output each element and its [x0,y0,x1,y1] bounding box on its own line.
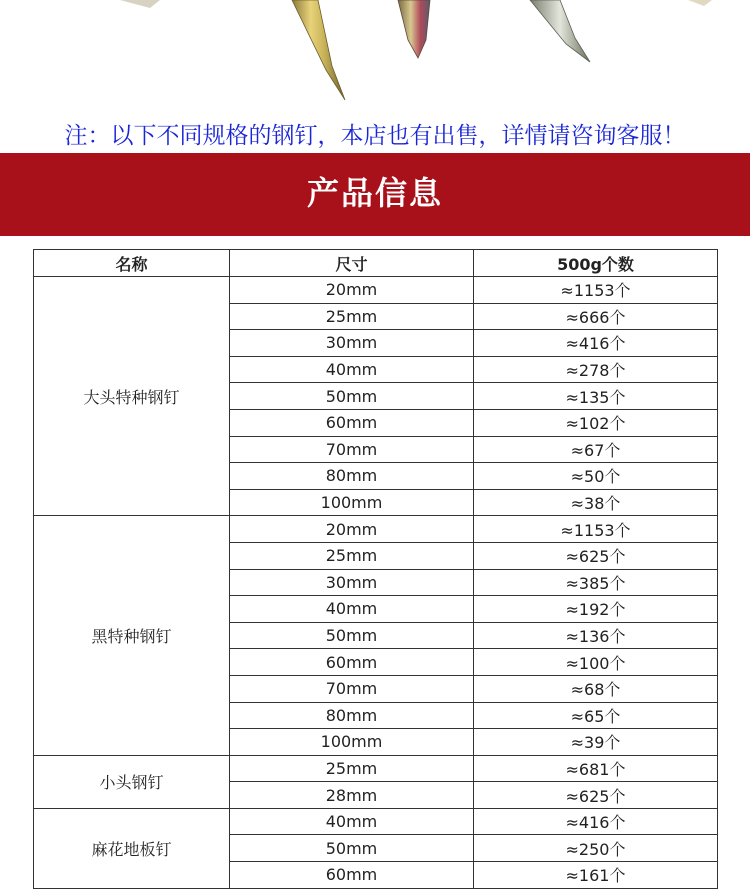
size-cell: 25mm [230,303,474,330]
product-name-cell: 小头钢钉 [34,755,230,808]
table-row [34,277,718,304]
product-name-cell: 黑特种钢钉 [34,516,230,755]
table-row [34,808,718,835]
size-cell: 30mm [230,330,474,357]
product-photo [0,0,750,110]
count-cell: ≈416个 [474,808,718,835]
count-cell: ≈278个 [474,356,718,383]
count-cell: ≈38个 [474,489,718,516]
banner-title: 产品信息 [306,174,443,212]
size-cell: 80mm [230,702,474,729]
size-cell: 50mm [230,383,474,410]
size-cell: 70mm [230,675,474,702]
count-cell: ≈625个 [474,542,718,569]
size-cell: 60mm [230,409,474,436]
count-cell: ≈416个 [474,330,718,357]
count-cell: ≈666个 [474,303,718,330]
header-name: 名称 [34,250,230,277]
size-cell: 50mm [230,835,474,862]
nail-shape [292,0,345,100]
nail-shape [120,0,160,8]
count-cell: ≈135个 [474,383,718,410]
size-cell: 25mm [230,542,474,569]
count-cell: ≈625个 [474,782,718,809]
count-cell: ≈161个 [474,862,718,889]
table-row [34,516,718,543]
size-cell: 60mm [230,649,474,676]
size-cell: 20mm [230,516,474,543]
size-cell: 25mm [230,755,474,782]
nail-shape [530,0,590,62]
header-count: 500g个数 [474,250,718,277]
size-cell: 40mm [230,596,474,623]
nails-image [0,0,750,110]
header-size: 尺寸 [230,250,474,277]
size-cell: 28mm [230,782,474,809]
size-cell: 30mm [230,569,474,596]
count-cell: ≈385个 [474,569,718,596]
size-cell: 70mm [230,436,474,463]
count-cell: ≈681个 [474,755,718,782]
table-header-row [34,250,718,277]
size-cell: 40mm [230,808,474,835]
count-cell: ≈68个 [474,675,718,702]
count-cell: ≈1153个 [474,516,718,543]
count-cell: ≈65个 [474,702,718,729]
table-row [34,755,718,782]
count-cell: ≈136个 [474,622,718,649]
count-cell: ≈102个 [474,409,718,436]
count-cell: ≈50个 [474,463,718,490]
nail-shape [688,0,712,6]
count-cell: ≈39个 [474,729,718,756]
count-cell: ≈67个 [474,436,718,463]
count-cell: ≈1153个 [474,277,718,304]
count-cell: ≈192个 [474,596,718,623]
product-name-cell: 麻花地板钉 [34,808,230,888]
section-banner [0,153,750,236]
size-cell: 50mm [230,622,474,649]
size-cell: 100mm [230,489,474,516]
size-cell: 100mm [230,729,474,756]
size-cell: 40mm [230,356,474,383]
count-cell: ≈250个 [474,835,718,862]
spec-table [33,249,718,889]
size-cell: 20mm [230,277,474,304]
count-cell: ≈100个 [474,649,718,676]
nail-shape [398,0,430,58]
notice-text: 注：以下不同规格的钢钉，本店也有出售，详情请咨询客服！ [64,123,686,149]
product-name-cell: 大头特种钢钉 [34,277,230,516]
size-cell: 60mm [230,862,474,889]
size-cell: 80mm [230,463,474,490]
